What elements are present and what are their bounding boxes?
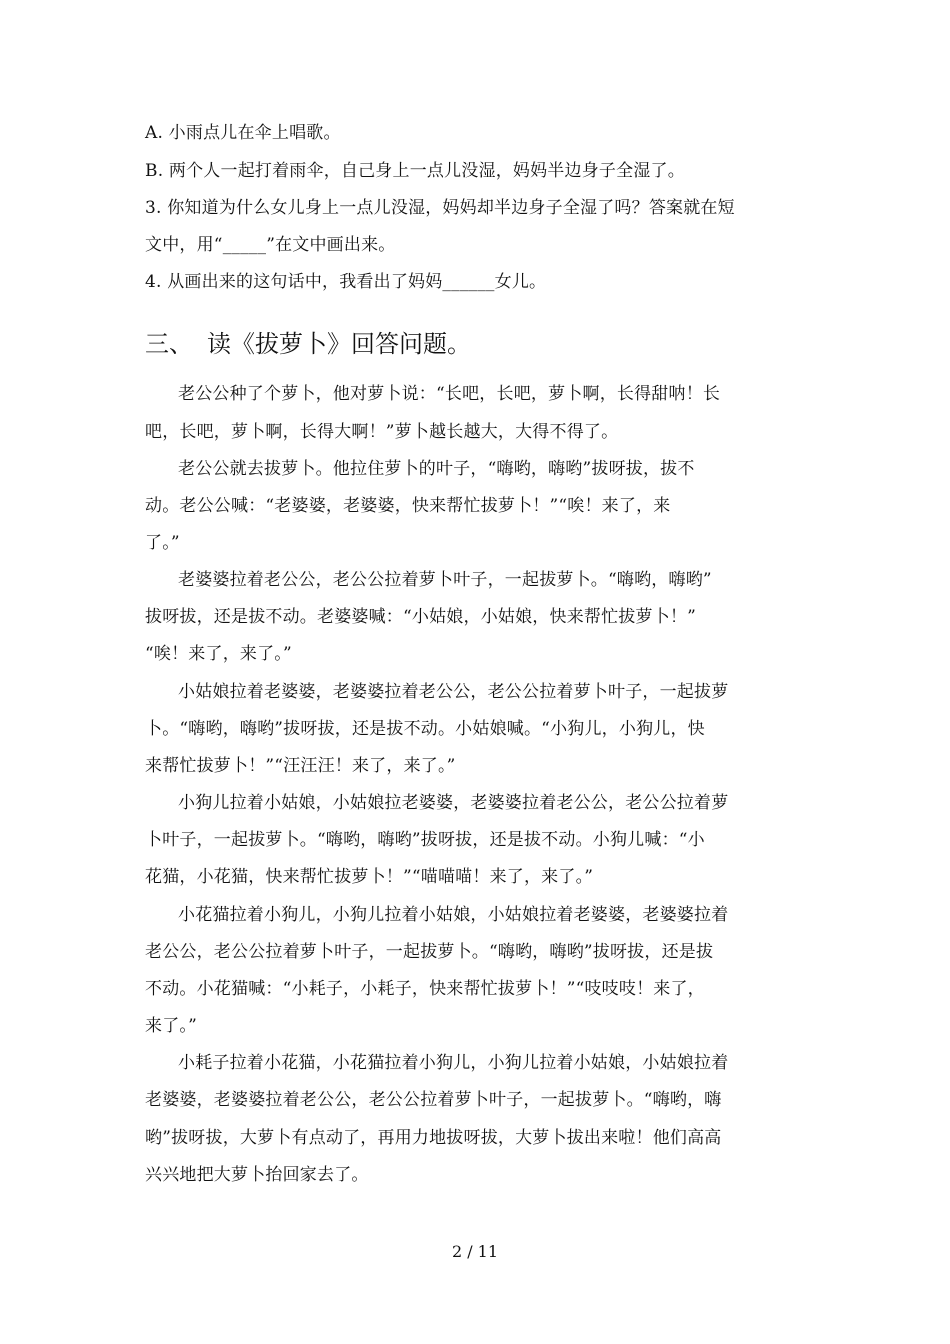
story-line: 老婆婆，老婆婆拉着老公公，老公公拉着萝卜叶子，一起拔萝卜。“嗨哟，嗨	[145, 1090, 722, 1110]
story-line: 老公公就去拔萝卜。他拉住萝卜的叶子，“嗨哟，嗨哟”拔呀拔，拔不	[178, 459, 695, 479]
story-line: 动。老公公喊：“老婆婆，老婆婆，快来帮忙拔萝卜！”“唉！来了，来	[145, 496, 671, 516]
story-line: 老公公，老公公拉着萝卜叶子，一起拔萝卜。“嗨哟，嗨哟”拔呀拔，还是拔	[145, 942, 714, 962]
story-line: 拔呀拔，还是拔不动。老婆婆喊：“小姑娘，小姑娘，快来帮忙拔萝卜！”	[145, 607, 696, 627]
option-b: B. 两个人一起打着雨伞，自己身上一点儿没湿，妈妈半边身子全湿了。	[145, 161, 685, 181]
story-line: 小狗儿拉着小姑娘，小姑娘拉老婆婆，老婆婆拉着老公公，老公公拉着萝	[178, 793, 729, 813]
section-number: 三、	[145, 330, 193, 358]
story-line: 不动。小花猫喊：“小耗子，小耗子，快来帮忙拔萝卜！”“吱吱吱！来了，	[145, 979, 705, 999]
question-3-line-1: 3. 你知道为什么女儿身上一点儿没湿，妈妈却半边身子全湿了吗？答案就在短	[145, 198, 735, 218]
story-line: 花猫，小花猫，快来帮忙拔萝卜！”“喵喵喵！来了，来了。”	[145, 867, 594, 887]
story-line: 了。”	[145, 533, 180, 553]
section-title: 读《拔萝卜》回答问题。	[207, 330, 471, 358]
story-line: “唉！来了，来了。”	[145, 644, 292, 664]
story-line: 卜叶子，一起拔萝卜。“嗨哟，嗨哟”拔呀拔，还是拔不动。小狗儿喊：“小	[145, 830, 705, 850]
question-4: 4. 从画出来的这句话中，我看出了妈妈______女儿。	[145, 272, 547, 292]
story-line: 哟”拔呀拔，大萝卜有点动了，再用力地拔呀拔，大萝卜拔出来啦！他们高高	[145, 1128, 722, 1148]
story-line: 来帮忙拔萝卜！”“汪汪汪！来了，来了。”	[145, 756, 456, 776]
option-a: A. 小雨点儿在伞上唱歌。	[145, 123, 341, 143]
page-number: 2 / 11	[451, 1242, 499, 1261]
story-line: 卜。“嗨哟，嗨哟”拔呀拔，还是拔不动。小姑娘喊。“小狗儿，小狗儿，快	[145, 719, 705, 739]
story-line: 兴兴地把大萝卜抬回家去了。	[145, 1165, 369, 1185]
story-line: 小耗子拉着小花猫，小花猫拉着小狗儿，小狗儿拉着小姑娘，小姑娘拉着	[178, 1053, 729, 1073]
story-line: 吧，长吧，萝卜啊，长得大啊！”萝卜越长越大，大得不得了。	[145, 422, 619, 442]
story-line: 来了。”	[145, 1016, 197, 1036]
story-line: 小姑娘拉着老婆婆，老婆婆拉着老公公，老公公拉着萝卜叶子，一起拔萝	[178, 682, 729, 702]
story-line: 老婆婆拉着老公公，老公公拉着萝卜叶子，一起拔萝卜。“嗨哟，嗨哟”	[178, 570, 712, 590]
question-3-line-2: 文中，用“_____”在文中画出来。	[145, 235, 396, 255]
story-line: 小花猫拉着小狗儿，小狗儿拉着小姑娘，小姑娘拉着老婆婆，老婆婆拉着	[178, 905, 729, 925]
section-heading	[145, 328, 471, 360]
story-line: 老公公种了个萝卜，他对萝卜说：“长吧，长吧，萝卜啊，长得甜呐！长	[178, 384, 721, 404]
